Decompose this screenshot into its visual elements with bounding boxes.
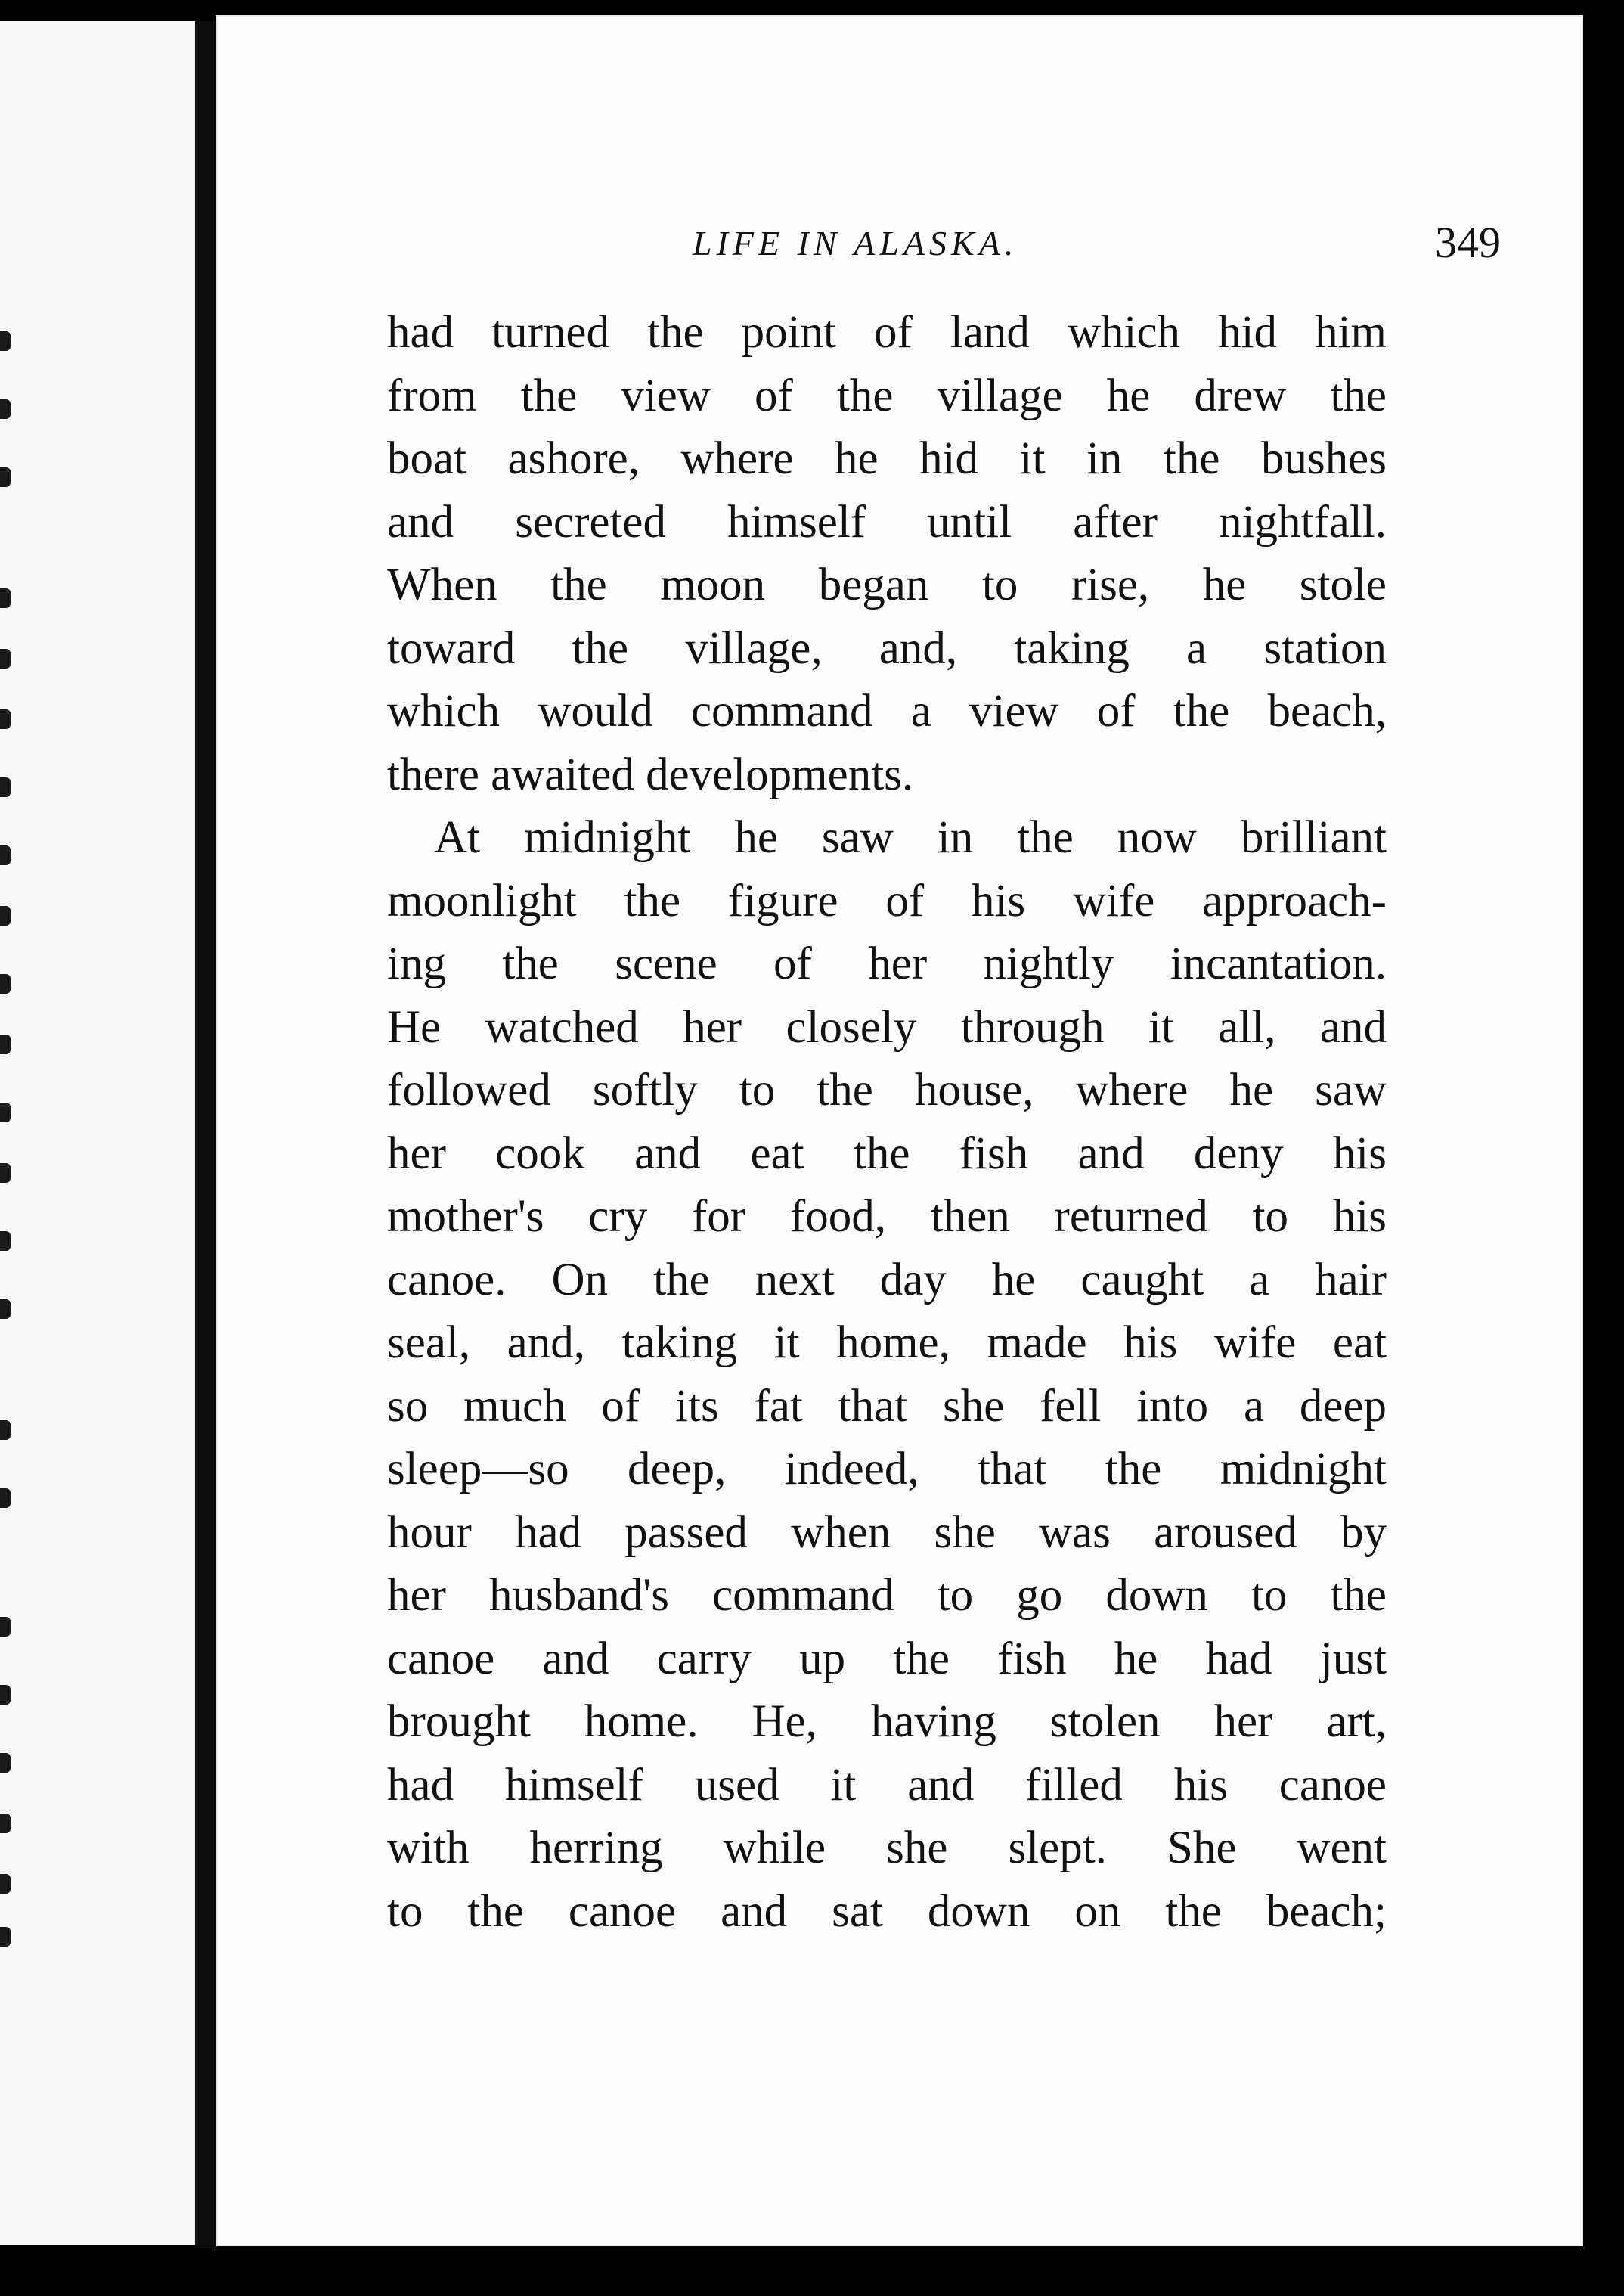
text-line: so much of its fat that she fell into a deep <box>387 1380 1387 1432</box>
text-fragment <box>0 1103 11 1122</box>
text-line: her cook and eat the fish and deny his <box>387 1128 1387 1179</box>
text-line: toward the village, and, taking a station <box>387 622 1387 674</box>
facing-page-text-fragments <box>0 21 45 2245</box>
text-line: with herring while she slept. She went <box>387 1823 1387 1873</box>
text-fragment <box>0 1874 11 1894</box>
text-line: moonlight the figure of his wife approach- <box>387 875 1387 926</box>
text-fragment <box>0 331 11 351</box>
text-fragment <box>0 1814 11 1833</box>
body-text <box>387 301 1387 1943</box>
text-fragment <box>0 1231 11 1251</box>
text-fragment <box>0 1420 11 1440</box>
facing-page-edge <box>0 21 195 2245</box>
text-line: He watched her closely through it all, and <box>387 1001 1387 1053</box>
text-line: At midnight he saw in the now brilliant <box>434 812 1387 863</box>
running-title: LIFE IN ALASKA. <box>693 224 1018 262</box>
text-fragment <box>0 1035 11 1054</box>
text-fragment <box>0 906 11 926</box>
text-line: had himself used it and filled his canoe <box>387 1759 1387 1810</box>
text-line: her husband's command to go down to the <box>387 1570 1387 1621</box>
text-fragment <box>0 649 11 669</box>
text-line: sleep—so deep, indeed, that the midnight <box>387 1444 1387 1494</box>
text-line: boat ashore, where he hid it in the bushes <box>387 433 1387 484</box>
text-fragment <box>0 845 11 865</box>
running-head <box>390 216 1603 284</box>
text-line: to the canoe and sat down on the beach; <box>387 1885 1387 1937</box>
text-fragment <box>0 709 11 729</box>
text-line: mother's cry for food, then returned to his <box>387 1191 1387 1242</box>
text-line: from the view of the village he drew the <box>387 370 1387 421</box>
text-line: had turned the point of land which hid him <box>387 307 1387 358</box>
text-line: seal, and, taking it home, made his wife eat <box>387 1317 1387 1368</box>
text-line: there awaited developments. <box>387 749 914 800</box>
text-line: canoe. On the next day he caught a hair <box>387 1254 1387 1305</box>
text-fragment <box>0 1299 11 1319</box>
text-fragment <box>0 974 11 994</box>
text-line: and secreted himself until after nightfall. <box>387 496 1387 548</box>
text-fragment <box>0 588 11 608</box>
text-line: brought home. He, having stolen her art, <box>387 1696 1387 1747</box>
text-fragment <box>0 1753 11 1773</box>
text-fragment <box>0 1488 11 1508</box>
text-line: When the moon began to rise, he stole <box>387 560 1387 610</box>
text-fragment <box>0 467 11 487</box>
text-line: canoe and carry up the fish he had just <box>387 1633 1387 1684</box>
text-line: followed softly to the house, where he saw <box>387 1065 1387 1115</box>
text-fragment <box>0 1685 11 1705</box>
text-line: which would command a view of the beach, <box>387 686 1387 737</box>
text-fragment <box>0 1163 11 1183</box>
text-fragment <box>0 1617 11 1637</box>
book-page <box>216 15 1583 2246</box>
text-fragment <box>0 1927 11 1947</box>
text-fragment <box>0 777 11 797</box>
page-number: 349 <box>1435 218 1501 267</box>
text-fragment <box>0 399 11 419</box>
text-line: hour had passed when she was aroused by <box>387 1506 1387 1558</box>
text-line: ing the scene of her nightly incantation. <box>387 939 1387 989</box>
book-gutter <box>195 21 218 2248</box>
